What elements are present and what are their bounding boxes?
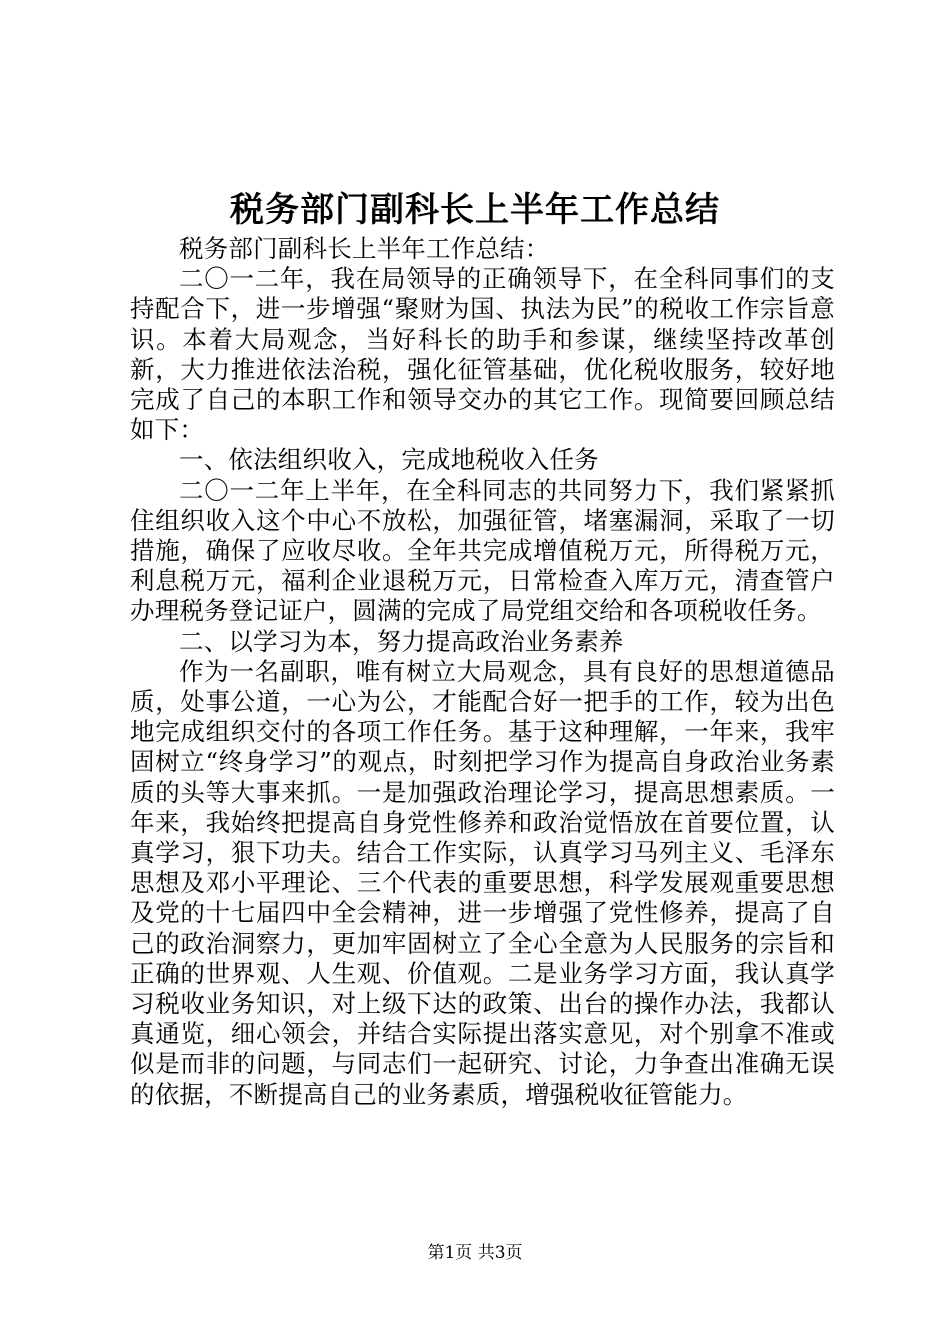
paragraph-study: 作为一名副职，唯有树立大局观念，具有良好的思想道德品质，处事公道，一心为公，才能配合好一把手的工作，较为出色地完成组织交付的各项工作任务。基于这种理解，一年来，我牢固树立“终身学习”的观点，时刻把学习作为提高自身政治业务素质的头等大事来抓。一是加强政治理论学习，提高思想素质。一年来，我始终把提高自身党性修养和政治觉悟放在首要位置，认真学习，狠下功夫。结合工作实际，认真学习马列主义、毛泽东思想及邓小平理论、三个代表的重要思想，科学发展观重要思想及党的十七届四中全会精神，进一步增强了党性修养，提高了自己的政治洞察力，更加牢固树立了全心全意为人民服务的宗旨和正确的世界观、人生观、价值观。二是业务学习方面，我认真学习税收业务知识，对上级下达的政策、出台的操作办法，我都认真通览，细心领会，并结合实际提出落实意见，对个别拿不准或似是而非的问题，与同志们一起研究、讨论，力争查出准确无误的依据，不断提高自己的业务素质，增强税收征管能力。 [130,656,835,1109]
page-indicator: 第1页 共3页 [427,1243,523,1263]
document-title: 税务部门副科长上半年工作总结 [230,190,720,230]
paragraph-revenue: 二〇一二年上半年，在全科同志的共同努力下，我们紧紧抓住组织收入这个中心不放松，加强征管，堵塞漏洞，采取了一切措施，确保了应收尽收。全年共完成增值税万元，所得税万元，利息税万元，福利企业退税万元，日常检查入库万元，清查管户办理税务登记证户，圆满的完成了局党组交给和各项税收任务。 [130,475,835,626]
paragraph-overview: 二〇一二年，我在局领导的正确领导下，在全科同事们的支持配合下，进一步增强“聚财为国、执法为民”的税收工作宗旨意识。本着大局观念，当好科长的助手和参谋，继续坚持改革创新，大力推进依法治税，强化征管基础，优化税收服务，较好地完成了自己的本职工作和领导交办的其它工作。现简要回顾总结如下： [130,264,835,445]
paragraph-intro: 税务部门副科长上半年工作总结： [179,234,550,263]
section-heading-2: 二、以学习为本，努力提高政治业务素养 [179,626,624,656]
document-body [130,234,835,1110]
section-heading-1: 一、依法组织收入，完成地税收入任务 [179,445,599,475]
